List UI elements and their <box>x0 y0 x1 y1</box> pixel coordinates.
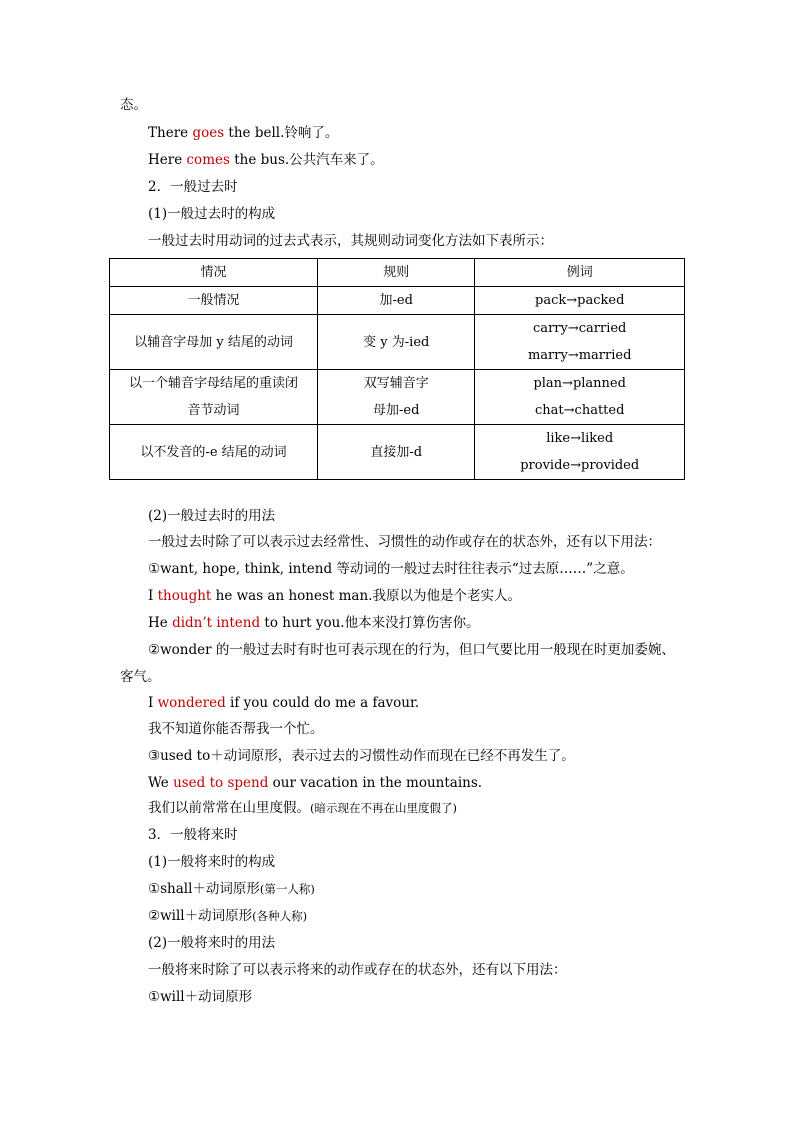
table-row <box>110 370 685 425</box>
example-word: plan→planned <box>533 376 626 391</box>
note: (暗示现在不再在山里度假了) <box>310 801 457 815</box>
table-row <box>110 425 685 480</box>
example-sentence: I wondered if you could do me a favour. <box>148 695 420 711</box>
table-cell-example <box>475 315 685 370</box>
text-line: 一般过去时用动词的过去式表示，其规则动词变化方法如下表所示： <box>148 233 553 249</box>
example-word: carry→carried <box>533 321 627 336</box>
table-cell-rule: 双写辅音字 母加-ed <box>318 370 475 425</box>
note: (各种人称) <box>252 909 308 923</box>
example-sentence: There goes the bell.铃响了。 <box>148 125 339 141</box>
text-line: ③used to＋动词原形，表示过去的习惯性动作而现在已经不再发生了。 <box>148 748 575 764</box>
text-line: ②wonder 的一般过去时有时也可表示现在的行为，但口气要比用一般现在时更加委婉、 <box>148 642 675 658</box>
example-sentence: We used to spend our vacation in the mountains. <box>148 775 483 791</box>
table-row <box>110 287 685 315</box>
example-word: provide→provided <box>520 458 640 473</box>
subsection-heading: (1)一般过去时的构成 <box>148 206 276 222</box>
example-sentence: He didn’t intend to hurt you.他本来没打算伤害你。 <box>148 615 480 631</box>
table-cell-example: pack→packed <box>475 287 685 315</box>
section-heading: 2．一般过去时 <box>148 179 238 195</box>
highlighted-verb: didn’t intend <box>172 615 261 631</box>
example-word: marry→married <box>527 348 632 363</box>
table-header: 规则 <box>318 259 475 287</box>
table-header: 情况 <box>110 259 318 287</box>
table-cell-example <box>475 370 685 425</box>
subsection-heading: (2)一般过去时的用法 <box>148 508 276 524</box>
table-cell-example <box>475 425 685 480</box>
highlighted-verb: comes <box>186 152 230 168</box>
text-line: 客气。 <box>120 669 161 685</box>
text-line: 我不知道你能否帮我一个忙。 <box>148 721 324 737</box>
text-line: 我们以前常常在山里度假。(暗示现在不再在山里度假了) <box>148 800 457 816</box>
highlighted-verb: goes <box>192 125 225 141</box>
table-cell-rule: 加-ed <box>318 287 475 315</box>
table-cell-rule: 直接加-d <box>318 425 475 480</box>
subsection-heading: (2)一般将来时的用法 <box>148 935 276 951</box>
example-word: chat→chatted <box>535 403 625 418</box>
text-line: ①will＋动词原形 <box>148 989 253 1005</box>
note: (第一人称) <box>259 882 315 896</box>
text-line: ①want, hope, think, intend 等动词的一般过去时往往表示“过去原……”之意。 <box>148 561 634 577</box>
subsection-heading: (1)一般将来时的构成 <box>148 854 276 870</box>
text-line: 态。 <box>120 97 147 113</box>
highlighted-verb: wondered <box>157 695 226 711</box>
text-line: ②will＋动词原形(各种人称) <box>148 908 308 924</box>
text-line: 一般将来时除了可以表示将来的动作或存在的状态外，还有以下用法： <box>148 962 567 978</box>
highlighted-verb: thought <box>157 588 212 604</box>
table-header-row <box>110 259 685 287</box>
text-line: 一般过去时除了可以表示过去经常性、习惯性的动作或存在的状态外，还有以下用法： <box>148 534 661 550</box>
verb-rules-table <box>109 258 685 480</box>
table-cell-rule: 变 y 为-ied <box>318 315 475 370</box>
section-heading: 3．一般将来时 <box>148 827 238 843</box>
example-word: like→liked <box>546 431 614 446</box>
table-header: 例词 <box>475 259 685 287</box>
table-cell-case: 以辅音字母加 y 结尾的动词 <box>110 315 318 370</box>
highlighted-verb: used to spend <box>173 775 269 791</box>
table-cell-case: 一般情况 <box>110 287 318 315</box>
table-cell-case: 以一个辅音字母结尾的重读闭 音节动词 <box>110 370 318 425</box>
text-line: ①shall＋动词原形(第一人称) <box>148 881 315 897</box>
example-sentence: Here comes the bus.公共汽车来了。 <box>148 152 384 168</box>
table-row <box>110 315 685 370</box>
example-sentence: I thought he was an honest man.我原以为他是个老实人。 <box>148 588 521 604</box>
table-cell-case: 以不发音的-e 结尾的动词 <box>110 425 318 480</box>
